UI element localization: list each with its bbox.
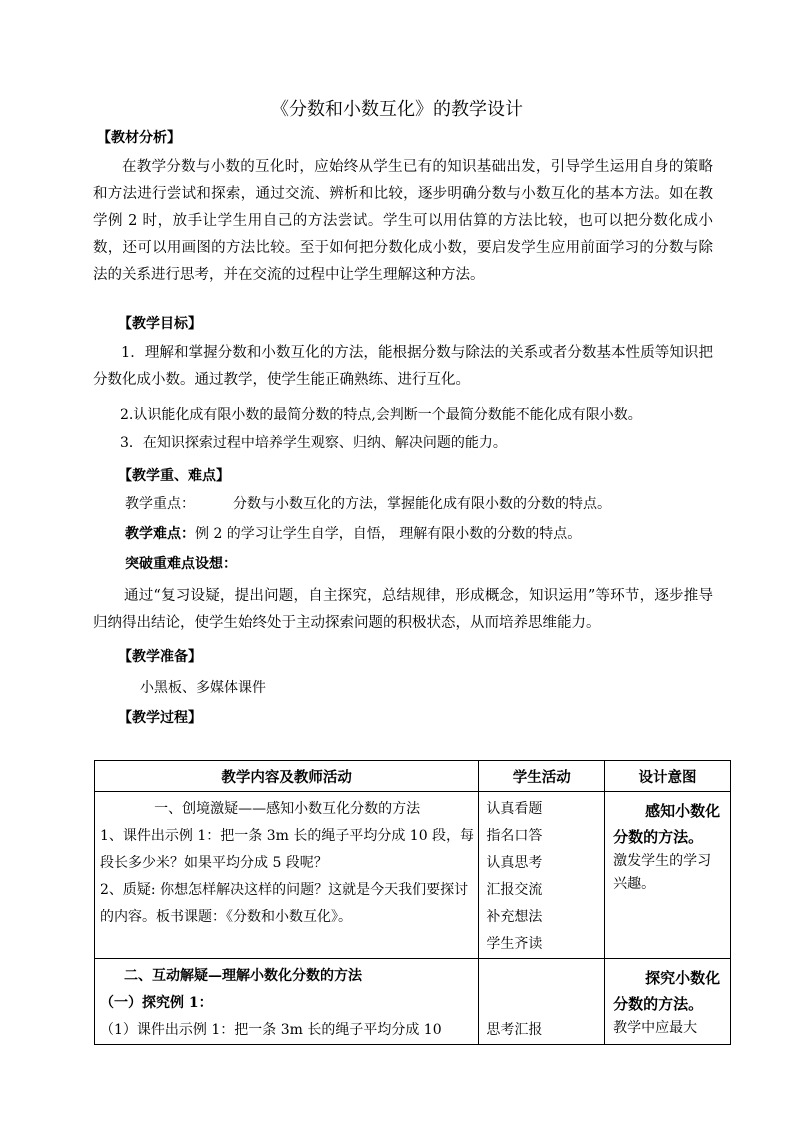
table-row xyxy=(95,792,731,959)
goals-heading: 【教学目标】 xyxy=(118,316,202,332)
row1-intent-cell xyxy=(605,792,731,959)
breakthrough-paragraph: 通过“复习设疑，提出问题，自主探究，总结规律，形成概念，知识运用”等环节，逐步推导归纳得出结论，使学生始终处于主动探索问题的积极状态，从而培养思维能力。 xyxy=(93,588,713,631)
list-item: 学生齐读 xyxy=(486,936,543,952)
header-content: 教学内容及教师活动 xyxy=(95,761,479,792)
breakthrough-label: 突破重难点设想： xyxy=(125,556,237,572)
table-row xyxy=(95,959,731,1045)
difficulty-label: 教学难点： xyxy=(125,526,195,542)
row2-item-1: （1）课件出示例 1：把一条 3m 长的绳子平均分成 10 xyxy=(100,1022,442,1038)
row1-item-2: 2、质疑: 你想怎样解决这样的问题？这就是今天我们要探讨的内容。板书课题：《分数和小数互化》。 xyxy=(100,882,469,925)
row2-intent-bold: 探究小数化分数的方法。 xyxy=(613,969,721,1013)
key-heading: 【教学重、难点】 xyxy=(118,468,230,484)
row2-heading: 二、互动解疑—理解小数化分数的方法 xyxy=(124,968,362,984)
row2-intent-cell xyxy=(605,959,731,1045)
list-item: 补充想法 xyxy=(486,909,543,925)
analysis-heading: 【教材分析】 xyxy=(97,130,181,146)
process-table xyxy=(94,760,731,1045)
row2-subheading: （一）探究例 1： xyxy=(100,995,213,1011)
row1-student-cell xyxy=(479,792,605,959)
row1-content-cell xyxy=(95,792,479,959)
goal-1: 1．理解和掌握分数和小数互化的方法，能根据分数与除法的关系或者分数基本性质等知识把分数化成小数。通过教学，使学生能正确熟练、进行互化。 xyxy=(93,345,713,388)
list-item: 思考汇报 xyxy=(486,1022,543,1038)
list-item: 认真思考 xyxy=(486,855,543,871)
prep-heading: 【教学准备】 xyxy=(118,649,202,665)
goal-2: 2.认识能化成有限小数的最简分数的特点,会判断一个最简分数能不能化成有限小数。 xyxy=(120,407,642,423)
goal-3: 3．在知识探索过程中培养学生观察、归纳、解决问题的能力。 xyxy=(120,435,507,451)
row2-student-cell xyxy=(479,959,605,1045)
row1-heading: 一、创境激疑——感知小数互化分数的方法 xyxy=(154,801,421,817)
list-item: 指名口答 xyxy=(486,828,543,844)
key-point-label: 教学重点： xyxy=(125,496,195,512)
table-header-row xyxy=(95,761,731,792)
row1-item-1: 1、课件出示例 1：把一条 3m 长的绳子平均分成 10 段，每段长多少米？如果平均分成 5 段呢？ xyxy=(100,828,475,871)
row1-intent-text: 激发学生的学习兴趣。 xyxy=(613,853,712,892)
list-item: 认真看题 xyxy=(486,801,543,817)
row1-intent-bold: 感知小数化分数的方法。 xyxy=(613,802,721,846)
row2-intent-text: 教学中应最大 xyxy=(613,1020,698,1036)
header-intent: 设计意图 xyxy=(605,761,731,792)
page-title: 《分数和小数互化》的教学设计 xyxy=(271,99,523,120)
list-item: 汇报交流 xyxy=(486,882,543,898)
prep-text: 小黑板、多媒体课件 xyxy=(140,680,266,696)
analysis-paragraph: 在教学分数与小数的互化时，应始终从学生已有的知识基础出发，引导学生运用自身的策略和方法进行尝试和探索，通过交流、辨析和比较，逐步明确分数与小数互化的基本方法。如在教学例 2 时，放手让学生用自己的方法尝试。学生可以用估算的方法比较，也可以把分数化成小数，还可以用画图的方法比较。至于如何把分数化成小数，要启发学生应用前面学习的分数与除法的关系进行思考，并在交流的过程中让学生理解这种方法。 xyxy=(93,159,713,283)
row2-content-cell xyxy=(95,959,479,1045)
difficulty-text: 例 2 的学习让学生自学，自悟， 理解有限小数的分数的特点。 xyxy=(195,526,582,542)
key-point-text: 分数与小数互化的方法，掌握能化成有限小数的分数的特点。 xyxy=(233,496,611,512)
header-student: 学生活动 xyxy=(479,761,605,792)
process-heading: 【教学过程】 xyxy=(118,710,202,726)
